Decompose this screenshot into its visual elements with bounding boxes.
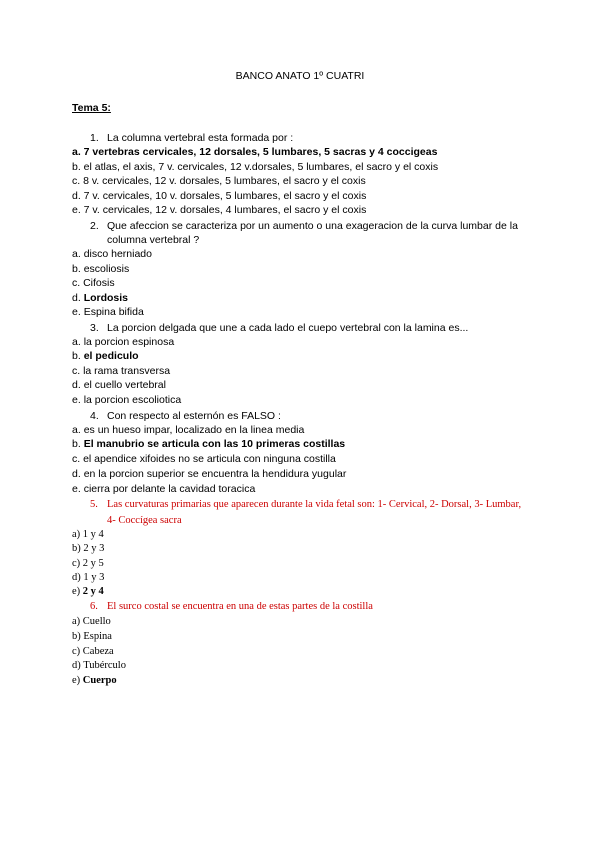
section-heading: Tema 5:: [72, 102, 111, 114]
q6-option-d: d) Tubérculo: [72, 660, 126, 671]
q4-option-c: c. el apendice xifoides no se articula con ninguna costilla: [72, 453, 336, 465]
q1-option-b: b. el atlas, el axis, 7 v. cervicales, 12 v.dorsales, 5 lumbares, el sacro y el coxis: [72, 161, 439, 173]
q5-option-d: d) 1 y 3: [72, 572, 105, 583]
q2-option-b: b. escoliosis: [72, 263, 130, 275]
q4-option-d: d. en la porcion superior se encuentra la hendidura yugular: [72, 468, 347, 480]
question-1: 1. La columna vertebral esta formada por :: [90, 132, 294, 144]
q3-option-e: e. la porcion escoliotica: [72, 394, 182, 406]
q3-option-c: c. la rama transversa: [72, 365, 171, 377]
q5-option-a: a) 1 y 4: [72, 529, 104, 540]
q1-option-c: c. 8 v. cervicales, 12 v. dorsales, 5 lumbares, el sacro y el coxis: [72, 175, 366, 187]
question-3: 3. La porcion delgada que une a cada lado el cuepo vertebral con la lamina es...: [90, 322, 469, 334]
q4-option-b: b. El manubrio se articula con las 10 primeras costillas: [72, 438, 346, 450]
question-6: 6. El surco costal se encuentra en una de estas partes de la costilla: [90, 601, 373, 612]
q3-option-b: b. el pediculo: [72, 350, 139, 362]
question-2: 2. Que afeccion se caracteriza por un aumento o una exageracion de la curva lumbar de la columna vertebral ?: [90, 220, 518, 246]
q5-option-b: b) 2 y 3: [72, 543, 105, 554]
q4-option-a: a. es un hueso impar, localizado en la linea media: [72, 424, 305, 436]
q5-option-c: c) 2 y 5: [72, 558, 104, 569]
q3-option-d: d. el cuello vertebral: [72, 379, 166, 391]
q6-option-e: e) Cuerpo: [72, 675, 117, 686]
document-title: BANCO ANATO 1º CUATRI: [235, 70, 365, 82]
q2-option-e: e. Espina bifida: [72, 306, 144, 318]
q5-option-e: e) 2 y 4: [72, 586, 104, 597]
q6-option-b: b) Espina: [72, 631, 112, 642]
question-5: 5. Las curvaturas primarias que aparecen durante la vida fetal son: 1- Cervical, 2- Dorsal, 3- Lumbar, 4- Coccígea sacra: [90, 499, 522, 526]
q3-option-a: a. la porcion espinosa: [72, 336, 175, 348]
q2-option-a: a. disco herniado: [72, 248, 152, 260]
q1-option-a: a. 7 vertebras cervicales, 12 dorsales, 5 lumbares, 5 sacras y 4 coccigeas: [72, 146, 438, 158]
q6-option-a: a) Cuello: [72, 616, 111, 627]
q1-option-d: d. 7 v. cervicales, 10 v. dorsales, 5 lumbares, el sacro y el coxis: [72, 190, 367, 202]
q1-option-e: e. 7 v. cervicales, 12 v. dorsales, 4 lumbares, el sacro y el coxis: [72, 204, 367, 216]
q2-option-d: d. Lordosis: [72, 292, 129, 304]
q2-option-c: c. Cifosis: [72, 277, 115, 289]
q6-option-c: c) Cabeza: [72, 646, 114, 657]
q4-option-e: e. cierra por delante la cavidad toracica: [72, 483, 256, 495]
question-4: 4. Con respecto al esternón es FALSO :: [90, 410, 281, 422]
